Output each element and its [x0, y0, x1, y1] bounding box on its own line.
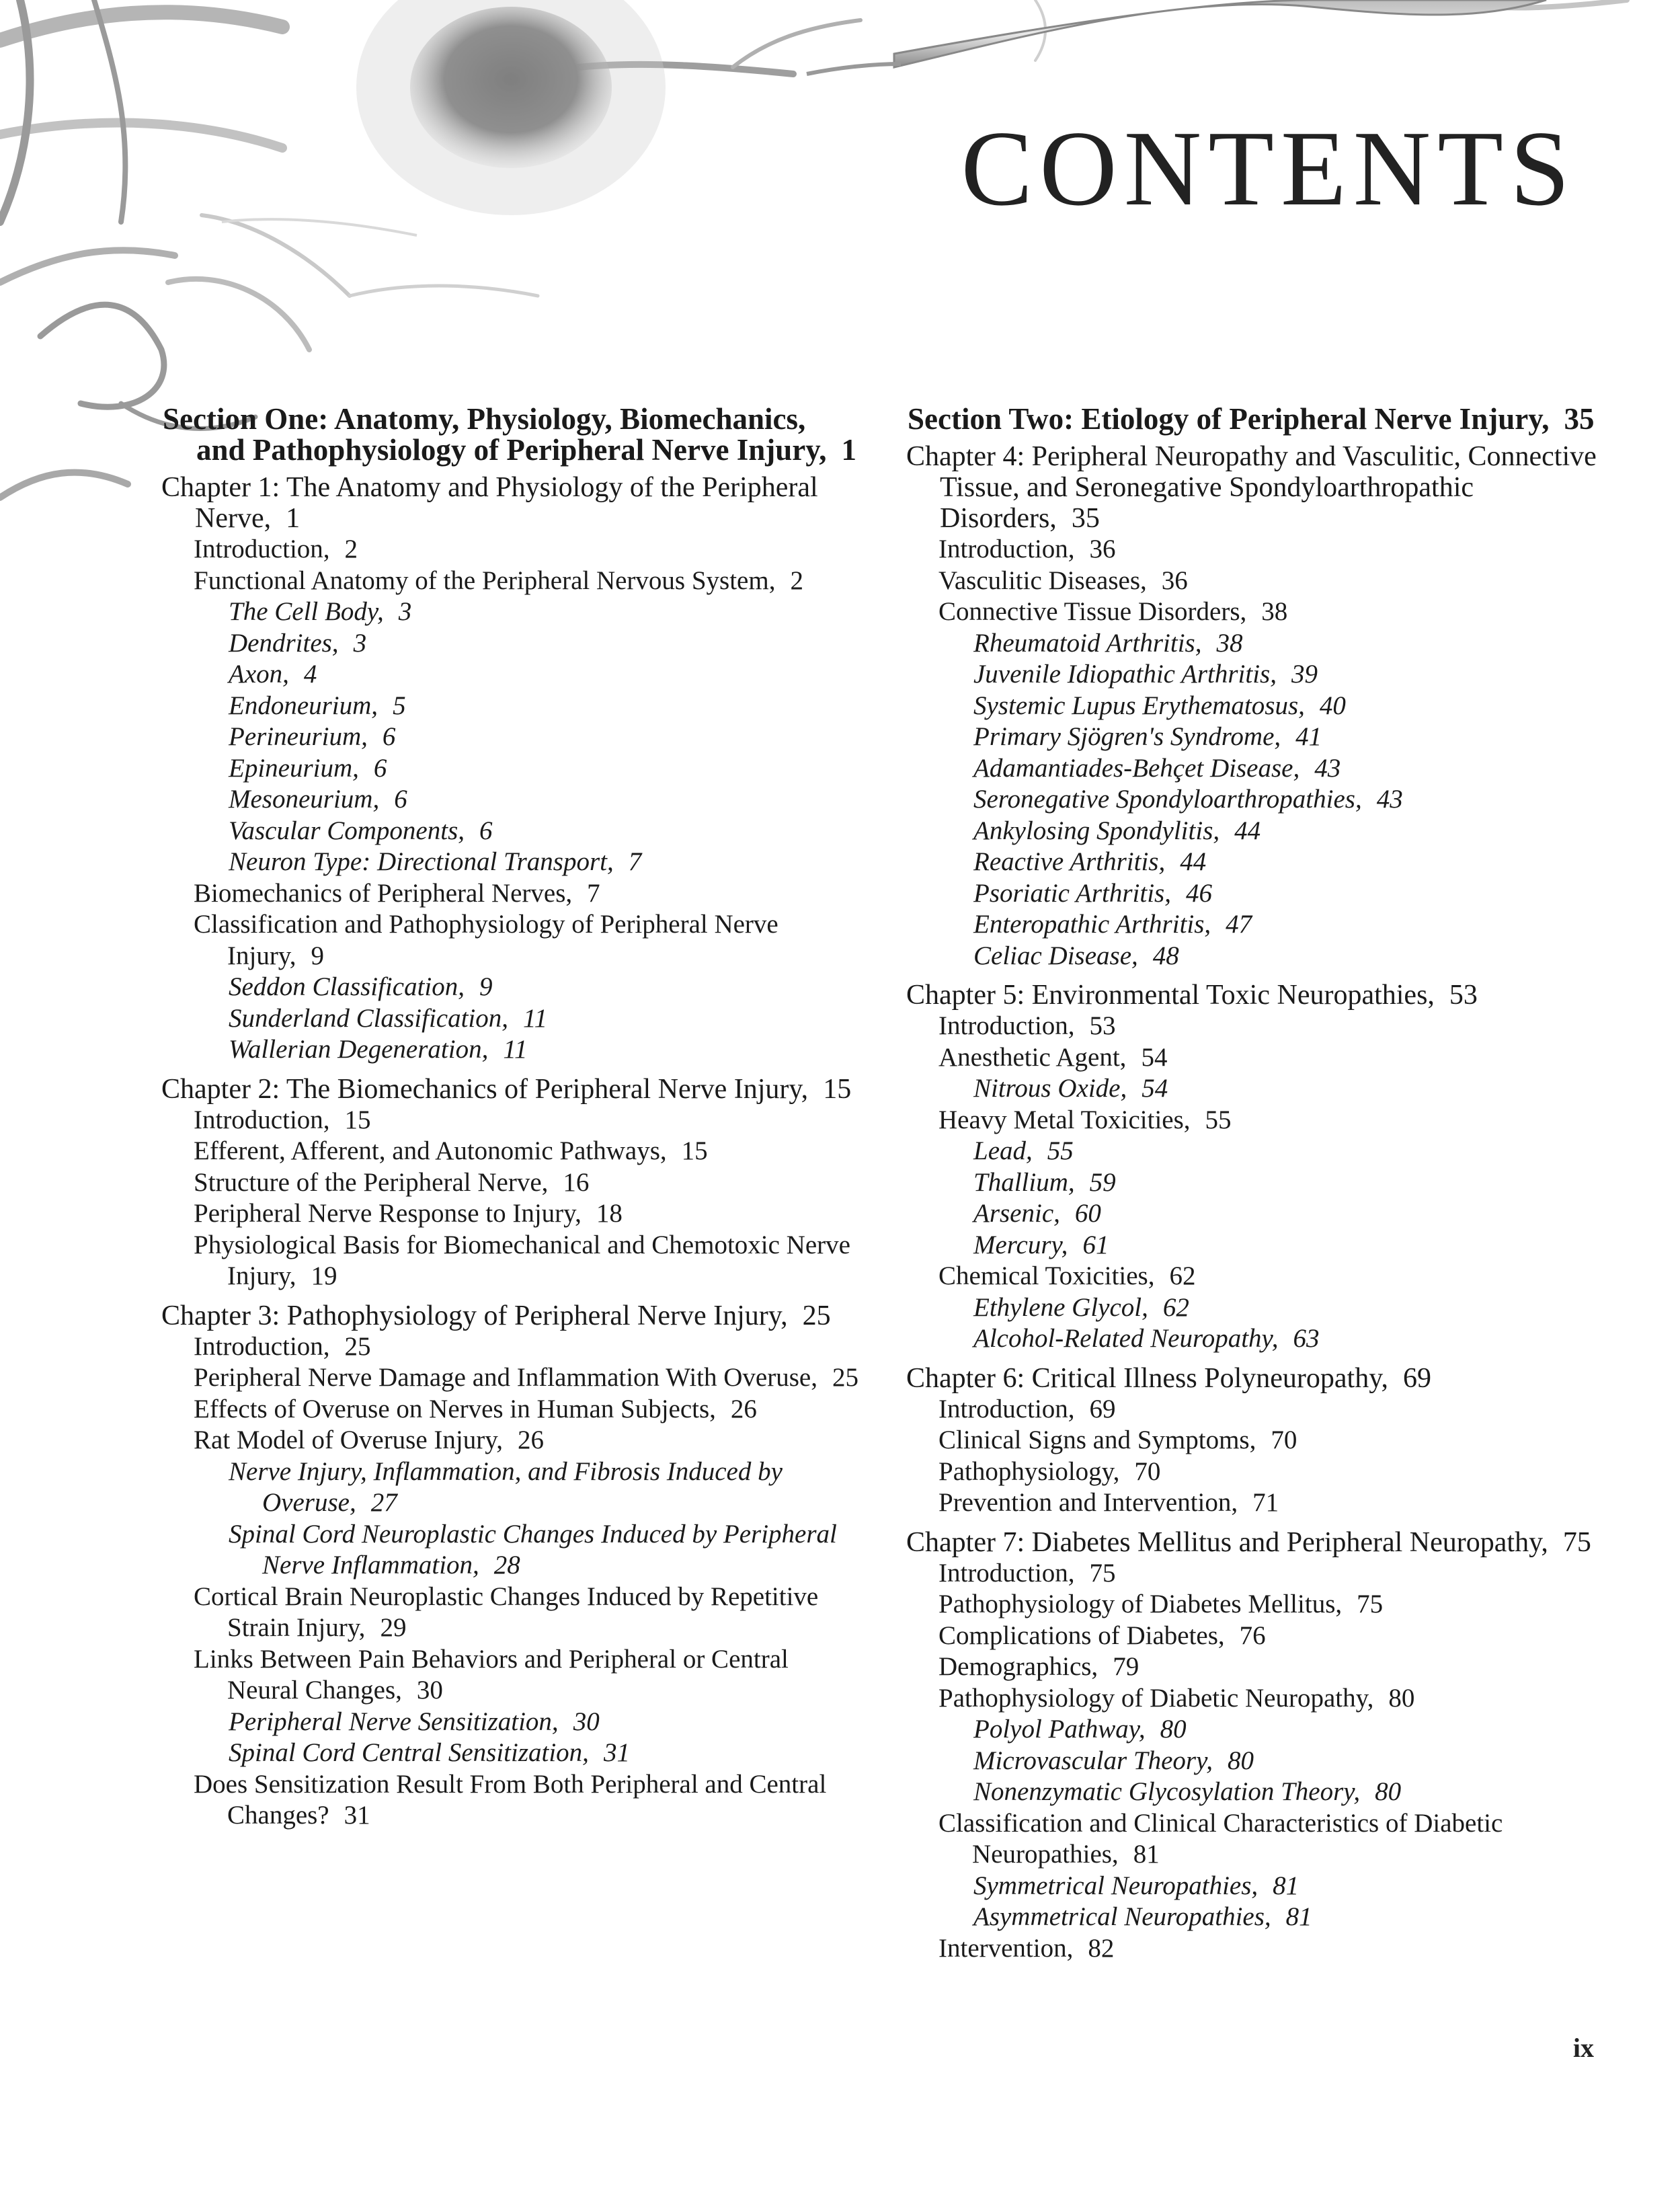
toc-entry-l1: [906, 1394, 1605, 1425]
toc-entry-l2: [906, 659, 1605, 691]
toc-entry-title: Prevention and Intervention,: [938, 1488, 1238, 1517]
toc-entry-title: Introduction,: [938, 1394, 1075, 1423]
toc-entry-title: Introduction,: [938, 1011, 1075, 1040]
toc-entry-title: Intervention,: [938, 1933, 1074, 1963]
toc-entry-page: 9: [311, 941, 325, 970]
toc-entry-l2: [906, 1167, 1605, 1199]
toc-entry-l1: [161, 1136, 861, 1167]
toc-entry-page: 80: [1375, 1777, 1402, 1806]
toc-entry-title: Links Between Pain Behaviors and Peripheral or Central Neural Changes,: [194, 1644, 789, 1705]
toc-entry-title: Vasculitic Diseases,: [938, 565, 1147, 595]
toc-entry-page: 35: [1071, 503, 1100, 534]
toc-entry-l1: [161, 1644, 861, 1707]
toc-entry-title: Section One: Anatomy, Physiology, Biomechanics, and Pathophysiology of Peripheral Nerve Injury,: [163, 402, 827, 467]
toc-entry-title: Microvascular Theory,: [973, 1746, 1213, 1775]
toc-entry-chapter: [906, 1363, 1605, 1394]
toc-entry-title: Introduction,: [194, 1331, 330, 1361]
toc-entry-l2: [906, 691, 1605, 722]
toc-entry-l2: [161, 1456, 861, 1519]
toc-entry-page: 70: [1134, 1456, 1161, 1486]
toc-entry-l1: [906, 1808, 1605, 1871]
toc-entry-page: 38: [1216, 628, 1243, 658]
toc-entry-title: Epineurium,: [229, 753, 359, 783]
toc-entry-page: 71: [1252, 1488, 1279, 1517]
toc-entry-l1: [906, 1683, 1605, 1715]
toc-entry-l2: [161, 628, 861, 660]
toc-entry-l2: [906, 847, 1605, 878]
toc-entry-title: Symmetrical Neuropathies,: [973, 1871, 1258, 1900]
toc-entry-title: Polyol Pathway,: [973, 1715, 1146, 1744]
toc-entry-page: 53: [1449, 980, 1478, 1011]
toc-entry-l1: [906, 534, 1605, 565]
toc-entry-page: 55: [1047, 1136, 1074, 1165]
toc-entry-section: [161, 403, 861, 465]
toc-entry-title: Nitrous Oxide,: [973, 1074, 1127, 1103]
toc-entry-page: 80: [1160, 1715, 1187, 1744]
toc-entry-page: 29: [380, 1613, 407, 1642]
toc-entry-page: 6: [479, 816, 493, 845]
toc-entry-title: Asymmetrical Neuropathies,: [973, 1902, 1271, 1931]
toc-right-column: [906, 403, 1605, 1964]
toc-entry-page: 62: [1169, 1261, 1196, 1290]
toc-entry-l2: [906, 1776, 1605, 1808]
toc-entry-chapter: [906, 1527, 1605, 1558]
toc-entry-page: 69: [1089, 1394, 1116, 1423]
toc-entry-l1: [906, 1042, 1605, 1074]
toc-entry-title: Peripheral Nerve Sensitization,: [229, 1707, 559, 1736]
toc-entry-title: The Cell Body,: [229, 597, 384, 626]
toc-entry-title: Rheumatoid Arthritis,: [973, 628, 1202, 658]
toc-entry-page: 6: [373, 753, 387, 783]
toc-entry-title: Neuron Type: Directional Transport,: [229, 847, 614, 876]
toc-entry-page: 3: [353, 628, 367, 658]
toc-entry-title: Functional Anatomy of the Peripheral Nervous System,: [194, 565, 776, 595]
toc-entry-title: Perineurium,: [229, 722, 368, 751]
toc-entry-l1: [906, 1105, 1605, 1136]
toc-entry-page: 36: [1161, 565, 1188, 595]
toc-entry-l2: [161, 753, 861, 785]
toc-entry-page: 46: [1186, 878, 1212, 908]
toc-entry-page: 25: [832, 1363, 858, 1392]
toc-entry-page: 75: [1357, 1590, 1384, 1618]
toc-entry-l2: [906, 1198, 1605, 1230]
toc-entry-title: Wallerian Degeneration,: [229, 1035, 489, 1064]
toc-entry-l2: [161, 691, 861, 722]
toc-entry-title: Spinal Cord Neuroplastic Changes Induced by Peripheral Nerve Inflammation,: [229, 1519, 837, 1579]
page-title: CONTENTS: [961, 108, 1576, 228]
toc-entry-l2: [906, 941, 1605, 972]
toc-entry-page: 5: [393, 691, 406, 720]
toc-entry-title: Chapter 3: Pathophysiology of Peripheral Nerve Injury,: [161, 1300, 788, 1331]
toc-entry-l1: [161, 1198, 861, 1230]
toc-entry-title: Endoneurium,: [229, 691, 378, 720]
toc-entry-page: 6: [394, 785, 407, 814]
toc-entry-l2: [161, 847, 861, 878]
toc-entry-l1: [906, 1011, 1605, 1042]
toc-entry-title: Nerve Injury, Inflammation, and Fibrosis Induced by Overuse,: [229, 1456, 783, 1517]
toc-entry-title: Section Two: Etiology of Peripheral Nerve Injury,: [908, 402, 1550, 436]
toc-entry-title: Pathophysiology of Diabetic Neuropathy,: [938, 1683, 1374, 1713]
toc-entry-page: 48: [1152, 941, 1179, 970]
toc-entry-title: Clinical Signs and Symptoms,: [938, 1425, 1256, 1454]
toc-entry-l1: [161, 1769, 861, 1832]
toc-entry-page: 80: [1228, 1746, 1254, 1775]
toc-entry-title: Sunderland Classification,: [229, 1003, 509, 1033]
toc-entry-l2: [906, 1292, 1605, 1324]
toc-entry-title: Connective Tissue Disorders,: [938, 597, 1247, 626]
toc-entry-title: Dendrites,: [229, 628, 339, 658]
toc-entry-title: Structure of the Peripheral Nerve,: [194, 1167, 549, 1197]
toc-entry-l2: [906, 1323, 1605, 1355]
toc-entry-l2: [161, 972, 861, 1003]
toc-entry-title: Ankylosing Spondylitis,: [973, 816, 1220, 845]
toc-entry-title: Physiological Basis for Biomechanical and Chemotoxic Nerve Injury,: [194, 1230, 850, 1290]
toc-entry-l1: [161, 1230, 861, 1292]
toc-entry-title: Systemic Lupus Erythematosus,: [973, 691, 1305, 720]
toc-entry-page: 81: [1133, 1840, 1160, 1869]
toc-entry-title: Chapter 4: Peripheral Neuropathy and Vasculitic, Connective Tissue, and Seronegative Spondyloarthropathic Disorders,: [906, 441, 1597, 534]
toc-entry-l1: [161, 1167, 861, 1199]
toc-entry-title: Heavy Metal Toxicities,: [938, 1105, 1191, 1134]
toc-entry-l2: [906, 1714, 1605, 1746]
toc-entry-title: Pathophysiology,: [938, 1456, 1120, 1486]
toc-entry-l1: [161, 565, 861, 597]
toc-entry-page: 7: [587, 878, 600, 908]
toc-entry-l1: [161, 878, 861, 910]
toc-entry-page: 43: [1314, 753, 1341, 783]
toc-entry-page: 62: [1162, 1292, 1189, 1322]
toc-entry-l1: [161, 1425, 861, 1456]
toc-entry-title: Introduction,: [194, 1105, 330, 1134]
toc-entry-page: 44: [1180, 847, 1207, 876]
toc-entry-l2: [161, 596, 861, 628]
toc-entry-page: 7: [628, 847, 642, 876]
toc-left-column: [161, 403, 861, 1832]
toc-entry-title: Mercury,: [973, 1230, 1068, 1259]
toc-entry-page: 53: [1089, 1011, 1116, 1040]
toc-entry-l1: [906, 1620, 1605, 1652]
toc-entry-l2: [906, 784, 1605, 816]
toc-entry-l2: [906, 1136, 1605, 1167]
toc-entry-title: Pathophysiology of Diabetes Mellitus,: [938, 1590, 1343, 1618]
toc-entry-l1: [906, 565, 1605, 597]
toc-entry-page: 2: [790, 565, 803, 595]
toc-entry-chapter: [906, 980, 1605, 1011]
toc-entry-page: 15: [344, 1105, 371, 1134]
toc-entry-chapter: [161, 472, 861, 534]
toc-entry-page: 79: [1113, 1652, 1139, 1681]
toc-entry-page: 4: [303, 660, 317, 689]
toc-entry-title: Axon,: [229, 660, 289, 689]
toc-entry-l2: [906, 1073, 1605, 1105]
toc-entry-title: Does Sensitization Result From Both Peripheral and Central Changes?: [194, 1769, 827, 1830]
toc-entry-l2: [906, 878, 1605, 910]
toc-entry-l2: [161, 1519, 861, 1581]
toc-entry-title: Reactive Arthritis,: [973, 847, 1166, 876]
toc-entry-page: 47: [1226, 910, 1252, 939]
toc-entry-page: 6: [382, 722, 396, 751]
toc-entry-page: 25: [802, 1300, 831, 1331]
toc-entry-l1: [161, 534, 861, 565]
toc-entry-page: 81: [1285, 1902, 1312, 1931]
toc-entry-title: Biomechanics of Peripheral Nerves,: [194, 878, 573, 908]
toc-entry-page: 3: [398, 597, 412, 626]
toc-entry-title: Celiac Disease,: [973, 941, 1138, 970]
toc-entry-title: Spinal Cord Central Sensitization,: [229, 1738, 589, 1767]
toc-entry-l2: [906, 628, 1605, 660]
toc-entry-page: 76: [1239, 1620, 1266, 1650]
toc-entry-title: Classification and Pathophysiology of Peripheral Nerve Injury,: [194, 910, 778, 970]
toc-entry-l1: [906, 1456, 1605, 1488]
toc-entry-title: Chapter 2: The Biomechanics of Peripheral Nerve Injury,: [161, 1073, 809, 1105]
toc-entry-page: 15: [823, 1073, 852, 1105]
toc-entry-l2: [906, 753, 1605, 785]
toc-entry-title: Introduction,: [938, 1558, 1075, 1588]
toc-entry-title: Chapter 1: The Anatomy and Physiology of the Peripheral Nerve,: [161, 472, 818, 534]
toc-entry-page: 54: [1141, 1042, 1168, 1072]
toc-entry-title: Peripheral Nerve Damage and Inflammation With Overuse,: [194, 1363, 817, 1392]
toc-entry-l2: [161, 1034, 861, 1066]
toc-entry-l1: [161, 1394, 861, 1425]
toc-entry-page: 61: [1082, 1230, 1109, 1259]
toc-entry-l1: [906, 1589, 1605, 1620]
toc-entry-page: 75: [1562, 1526, 1591, 1558]
toc-entry-page: 27: [370, 1488, 397, 1517]
toc-entry-page: 26: [730, 1394, 757, 1423]
toc-entry-l1: [906, 1651, 1605, 1683]
toc-entry-title: Rat Model of Overuse Injury,: [194, 1425, 503, 1454]
toc-entry-title: Vascular Components,: [229, 816, 465, 845]
toc-entry-l2: [906, 721, 1605, 753]
toc-entry-title: Nonenzymatic Glycosylation Theory,: [973, 1777, 1361, 1806]
toc-entry-title: Enteropathic Arthritis,: [973, 910, 1211, 939]
toc-entry-page: 31: [603, 1738, 630, 1767]
toc-entry-l1: [906, 1425, 1605, 1456]
toc-entry-chapter: [906, 441, 1605, 534]
toc-entry-page: 40: [1319, 691, 1346, 720]
toc-entry-page: 18: [596, 1199, 623, 1228]
toc-entry-l1: [161, 1105, 861, 1136]
toc-entry-title: Peripheral Nerve Response to Injury,: [194, 1199, 582, 1228]
toc-entry-title: Demographics,: [938, 1652, 1098, 1681]
toc-entry-title: Adamantiades-Behçet Disease,: [973, 753, 1300, 783]
toc-entry-l2: [906, 1871, 1605, 1902]
toc-entry-l1: [906, 596, 1605, 628]
toc-entry-title: Thallium,: [973, 1167, 1075, 1197]
toc-entry-page: 35: [1564, 402, 1595, 436]
toc-entry-page: 26: [517, 1425, 544, 1454]
toc-entry-page: 82: [1088, 1933, 1115, 1963]
toc-entry-title: Psoriatic Arthritis,: [973, 878, 1171, 908]
toc-entry-l2: [161, 721, 861, 753]
toc-entry-l1: [906, 1487, 1605, 1519]
toc-entry-title: Ethylene Glycol,: [973, 1292, 1148, 1322]
toc-entry-page: 69: [1402, 1362, 1431, 1394]
toc-entry-l2: [906, 909, 1605, 941]
toc-entry-title: Complications of Diabetes,: [938, 1620, 1225, 1650]
toc-entry-title: Chapter 5: Environmental Toxic Neuropathies,: [906, 980, 1435, 1011]
toc-entry-page: 38: [1261, 597, 1288, 626]
toc-entry-l2: [906, 1746, 1605, 1777]
toc-entry-page: 63: [1293, 1324, 1320, 1353]
toc-entry-page: 43: [1376, 785, 1403, 814]
toc-entry-l1: [906, 1558, 1605, 1590]
toc-entry-page: 2: [344, 535, 358, 563]
toc-entry-page: 30: [573, 1707, 600, 1736]
toc-entry-page: 30: [416, 1676, 443, 1705]
toc-entry-page: 70: [1271, 1425, 1297, 1454]
toc-entry-title: Introduction,: [938, 535, 1075, 563]
toc-entry-l1: [906, 1933, 1605, 1965]
page-number: ix: [1572, 2033, 1594, 2063]
toc-entry-page: 1: [841, 433, 857, 467]
toc-entry-page: 28: [493, 1551, 520, 1579]
toc-entry-l2: [161, 1707, 861, 1738]
toc-entry-l2: [161, 659, 861, 691]
toc-entry-title: Chemical Toxicities,: [938, 1261, 1155, 1290]
toc-entry-page: 81: [1273, 1871, 1299, 1900]
toc-entry-title: Effects of Overuse on Nerves in Human Subjects,: [194, 1394, 716, 1423]
toc-entry-title: Chapter 7: Diabetes Mellitus and Peripheral Neuropathy,: [906, 1526, 1548, 1558]
toc-entry-l2: [906, 1902, 1605, 1933]
toc-entry-l1: [161, 909, 861, 972]
toc-entry-page: 54: [1142, 1074, 1168, 1103]
toc-entry-chapter: [161, 1074, 861, 1105]
toc-entry-page: 19: [311, 1261, 337, 1290]
toc-entry-title: Seronegative Spondyloarthropathies,: [973, 785, 1362, 814]
toc-entry-title: Primary Sjögren's Syndrome,: [973, 722, 1281, 751]
toc-entry-page: 55: [1205, 1105, 1232, 1134]
toc-entry-title: Chapter 6: Critical Illness Polyneuropathy,: [906, 1362, 1388, 1394]
toc-entry-page: 59: [1089, 1167, 1116, 1197]
toc-entry-title: Anesthetic Agent,: [938, 1042, 1127, 1072]
toc-entry-title: Juvenile Idiopathic Arthritis,: [973, 660, 1277, 689]
toc-entry-page: 11: [503, 1035, 528, 1064]
toc-entry-title: Cortical Brain Neuroplastic Changes Induced by Repetitive Strain Injury,: [194, 1581, 819, 1642]
toc-entry-l2: [161, 1003, 861, 1035]
toc-entry-l1: [161, 1581, 861, 1644]
toc-entry-page: 11: [523, 1003, 548, 1033]
toc-entry-l2: [906, 816, 1605, 847]
toc-entry-l1: [906, 1261, 1605, 1292]
toc-entry-title: Introduction,: [194, 535, 330, 563]
toc-entry-title: Efferent, Afferent, and Autonomic Pathways,: [194, 1136, 667, 1165]
toc-entry-title: Lead,: [973, 1136, 1033, 1165]
toc-entry-title: Alcohol-Related Neuropathy,: [973, 1324, 1279, 1353]
toc-entry-chapter: [161, 1300, 861, 1331]
toc-entry-page: 80: [1388, 1683, 1415, 1713]
toc-entry-page: 31: [344, 1801, 370, 1830]
toc-entry-section: [906, 403, 1605, 434]
toc-entry-l2: [161, 784, 861, 816]
toc-entry-title: Mesoneurium,: [229, 785, 380, 814]
toc-entry-page: 36: [1089, 535, 1116, 563]
toc-entry-l1: [161, 1331, 861, 1363]
toc-entry-l2: [906, 1230, 1605, 1261]
toc-entry-l1: [161, 1362, 861, 1394]
toc-entry-page: 25: [344, 1331, 371, 1361]
toc-entry-title: Classification and Clinical Characteristics of Diabetic Neuropathies,: [938, 1808, 1503, 1869]
toc-entry-page: 44: [1234, 816, 1261, 845]
toc-entry-title: Arsenic,: [973, 1199, 1060, 1228]
toc-entry-page: 15: [681, 1136, 708, 1165]
toc-entry-l2: [161, 816, 861, 847]
toc-entry-page: 41: [1295, 722, 1322, 751]
toc-entry-page: 75: [1089, 1558, 1116, 1588]
toc-entry-page: 16: [563, 1167, 590, 1197]
toc-entry-page: 9: [479, 972, 493, 1001]
toc-entry-page: 60: [1074, 1199, 1101, 1228]
toc-entry-title: Seddon Classification,: [229, 972, 465, 1001]
toc-entry-l2: [161, 1737, 861, 1769]
toc-entry-page: 1: [286, 503, 301, 534]
toc-entry-page: 39: [1291, 660, 1318, 689]
